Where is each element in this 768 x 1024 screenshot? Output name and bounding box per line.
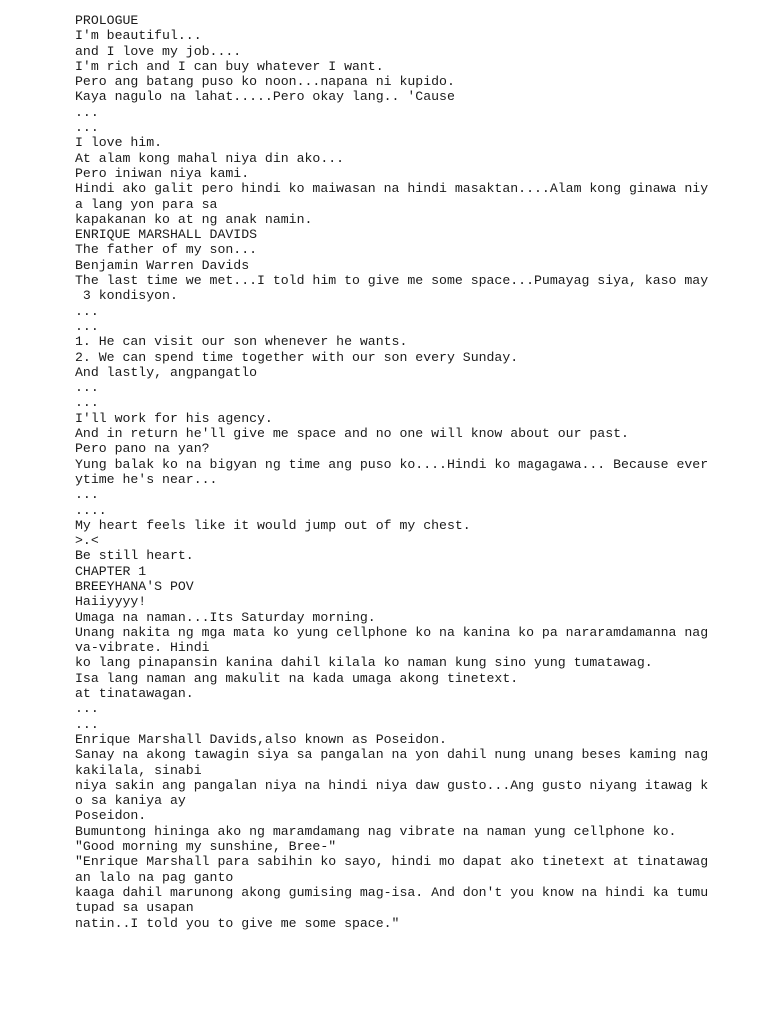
text-line: BREEYHANA'S POV — [75, 578, 194, 594]
text-line: Yung balak ko na bigyan ng time ang puso ko....Hindi ko magagawa... Because ever — [75, 456, 709, 472]
text-line: Benjamin Warren Davids — [75, 257, 250, 273]
text-line: ... — [75, 716, 99, 732]
text-line: kapakanan ko at ng anak namin. — [75, 211, 313, 227]
text-line: ... — [75, 395, 99, 411]
text-line: The father of my son... — [75, 242, 258, 258]
text-line: Isa lang naman ang makulit na kada umaga akong tinetext. — [75, 670, 519, 686]
text-line: My heart feels like it would jump out of my chest. — [75, 517, 471, 533]
text-line: tupad sa usapan — [75, 900, 194, 916]
text-line: PROLOGUE — [75, 13, 139, 28]
text-line: I'll work for his agency. — [75, 410, 273, 426]
text-line: Unang nakita ng mga mata ko yung cellphone ko na kanina ko pa nararamdamanna nag — [75, 624, 709, 640]
text-line: Sanay na akong tawagin siya sa pangalan na yon dahil nung unang beses kaming nag — [75, 747, 709, 763]
text-line: Hindi ako galit pero hindi ko maiwasan na hindi masaktan....Alam kong ginawa niy — [75, 181, 709, 197]
text-line: 2. We can spend time together with our son every Sunday. — [75, 349, 519, 365]
text-line: CHAPTER 1 — [75, 563, 147, 579]
text-line: o sa kaniya ay — [75, 793, 186, 809]
text-line: ... — [75, 487, 99, 503]
text-line: ... — [75, 380, 99, 396]
text-line: Enrique Marshall Davids,also known as Poseidon. — [75, 731, 447, 747]
text-line: Umaga na naman...Its Saturday morning. — [75, 609, 376, 625]
text-line: At alam kong mahal niya din ako... — [75, 150, 345, 166]
text-line: an lalo na pag ganto — [75, 869, 234, 885]
text-line: Pero ang batang puso ko noon...napana ni kupido. — [75, 74, 455, 90]
text-line: ko lang pinapansin kanina dahil kilala ko naman kung sino yung tumatawag. — [75, 655, 653, 671]
text-line: Pero iniwan niya kami. — [75, 165, 250, 181]
text-line: a lang yon para sa — [75, 196, 218, 212]
text-line: natin..I told you to give me some space." — [75, 915, 400, 931]
text-line: Poseidon. — [75, 808, 147, 824]
text-line: va-vibrate. Hindi — [75, 640, 210, 656]
text-line: And lastly, angpangatlo — [75, 364, 258, 380]
text-line: I'm beautiful... — [75, 28, 202, 44]
text-line: ... — [75, 120, 99, 136]
text-line: I love him. — [75, 135, 163, 151]
text-line: Pero pano na yan? — [75, 441, 210, 457]
text-line: The last time we met...I told him to give me some space...Pumayag siya, kaso may — [75, 273, 709, 289]
text-line: 1. He can visit our son whenever he wants. — [75, 334, 408, 350]
text-line: .... — [75, 502, 107, 518]
text-line: I'm rich and I can buy whatever I want. — [75, 58, 384, 74]
text-line: 3 kondisyon. — [75, 288, 178, 304]
text-line: "Good morning my sunshine, Bree-" — [75, 839, 337, 855]
text-line: ... — [75, 303, 99, 319]
text-line: Bumuntong hininga ako ng maramdamang nag vibrate na naman yung cellphone ko. — [75, 823, 677, 839]
document-page — [75, 13, 755, 931]
text-line: ... — [75, 701, 99, 717]
text-line: Kaya nagulo na lahat.....Pero okay lang.. 'Cause — [75, 89, 455, 105]
text-line: Haiiyyyy! — [75, 594, 147, 610]
text-line: kaaga dahil marunong akong gumising mag-isa. And don't you know na hindi ka tumu — [75, 884, 709, 900]
text-line: Be still heart. — [75, 548, 194, 564]
text-line: ENRIQUE MARSHALL DAVIDS — [75, 227, 258, 243]
text-line: ... — [75, 318, 99, 334]
text-line: ... — [75, 104, 99, 120]
text-line: at tinatawagan. — [75, 686, 194, 702]
text-line: "Enrique Marshall para sabihin ko sayo, hindi mo dapat ako tinetext at tinatawag — [75, 854, 709, 870]
text-line: And in return he'll give me space and no one will know about our past. — [75, 426, 629, 442]
text-line: niya sakin ang pangalan niya na hindi niya daw gusto...Ang gusto niyang itawag k — [75, 777, 709, 793]
text-line: ytime he's near... — [75, 471, 218, 487]
text-line: >.< — [75, 533, 99, 549]
text-line: kakilala, sinabi — [75, 762, 202, 778]
text-line: and I love my job.... — [75, 43, 242, 59]
